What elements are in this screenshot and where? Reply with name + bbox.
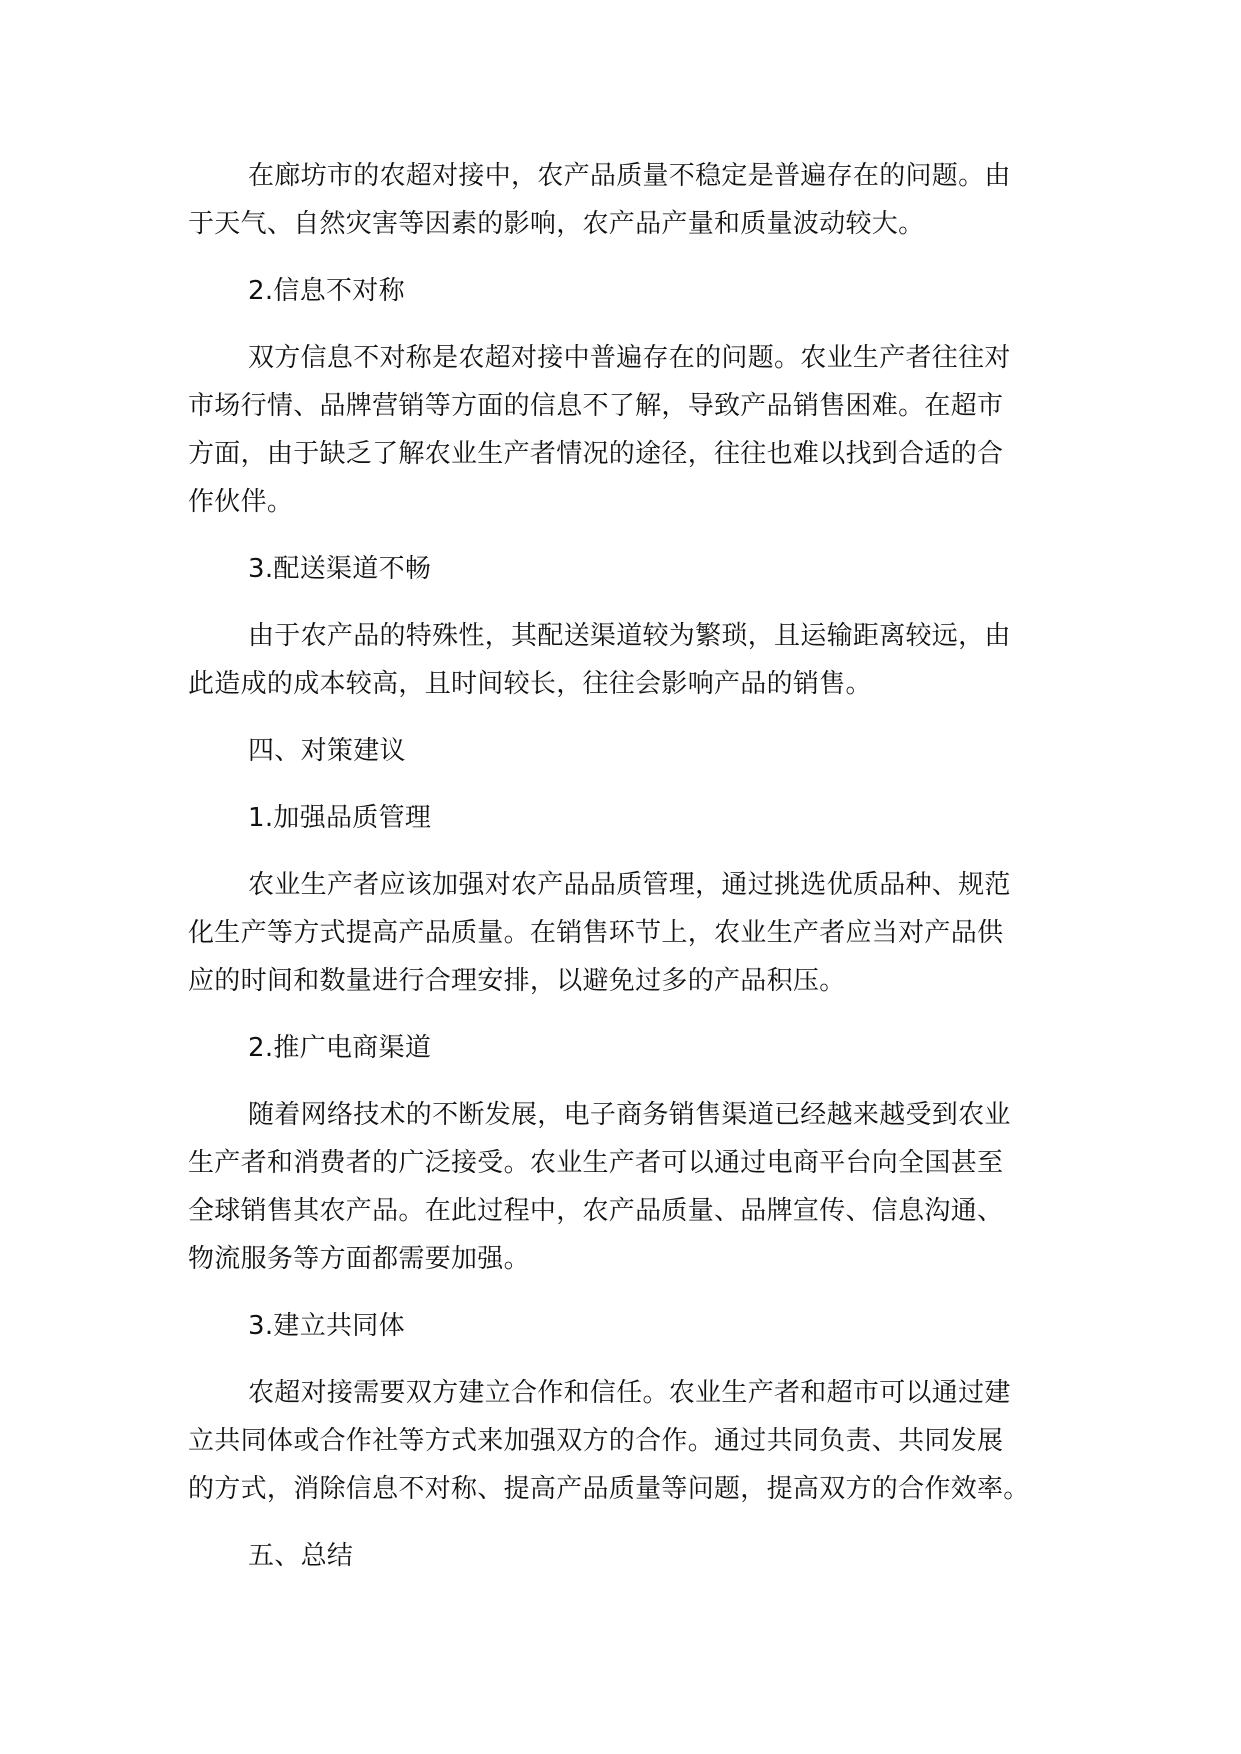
body-paragraph <box>188 152 1068 248</box>
text-line: 全球销售其农产品。在此过程中，农产品质量、品牌宣传、信息沟通、 <box>188 1196 1004 1226</box>
text-line: 双方信息不对称是农超对接中普遍存在的问题。农业生产者往往对 <box>248 343 1011 373</box>
text-line: 应的时间和数量进行合理安排，以避免过多的产品积压。 <box>188 966 846 996</box>
body-paragraph <box>188 1369 1068 1513</box>
heading-text: 3.配送渠道不畅 <box>248 554 432 584</box>
section-heading <box>188 1532 1068 1580</box>
section-heading <box>188 1024 1068 1072</box>
body-paragraph <box>188 1091 1068 1283</box>
section-heading <box>188 1302 1068 1350</box>
section-heading <box>188 794 1068 842</box>
heading-text: 四、对策建议 <box>248 736 406 766</box>
body-paragraph <box>188 861 1068 1005</box>
text-line: 随着网络技术的不断发展，电子商务销售渠道已经越来越受到农业 <box>248 1100 1011 1130</box>
section-heading <box>188 545 1068 593</box>
text-line: 农超对接需要双方建立合作和信任。农业生产者和超市可以通过建 <box>248 1378 1011 1408</box>
text-line: 方面，由于缺乏了解农业生产者情况的途径，往往也难以找到合适的合 <box>188 439 1004 469</box>
text-line: 于天气、自然灾害等因素的影响，农产品产量和质量波动较大。 <box>188 209 925 239</box>
text-line: 物流服务等方面都需要加强。 <box>188 1244 530 1274</box>
section-heading <box>188 267 1068 315</box>
text-line: 化生产等方式提高产品质量。在销售环节上，农业生产者应当对产品供 <box>188 918 1004 948</box>
heading-text: 2.信息不对称 <box>248 276 405 306</box>
text-line: 在廊坊市的农超对接中，农产品质量不稳定是普遍存在的问题。由 <box>248 161 1011 191</box>
body-paragraph <box>188 612 1068 708</box>
text-line: 生产者和消费者的广泛接受。农业生产者可以通过电商平台向全国甚至 <box>188 1148 1004 1178</box>
text-line: 由于农产品的特殊性，其配送渠道较为繁琐，且运输距离较远，由 <box>248 621 1011 651</box>
body-paragraph <box>188 334 1068 526</box>
text-line: 立共同体或合作社等方式来加强双方的合作。通过共同负责、共同发展 <box>188 1426 1004 1456</box>
text-line: 市场行情、品牌营销等方面的信息不了解，导致产品销售困难。在超市 <box>188 391 1004 421</box>
text-line: 农业生产者应该加强对农产品品质管理，通过挑选优质品种、规范 <box>248 870 1011 900</box>
heading-text: 2.推广电商渠道 <box>248 1033 432 1063</box>
section-heading <box>188 727 1068 775</box>
document-body <box>188 152 1068 1599</box>
text-line: 的方式，消除信息不对称、提高产品质量等问题，提高双方的合作效率。 <box>188 1474 1030 1504</box>
heading-text: 1.加强品质管理 <box>248 803 432 833</box>
text-line: 作伙伴。 <box>188 487 294 517</box>
heading-text: 3.建立共同体 <box>248 1311 405 1341</box>
heading-text: 五、总结 <box>248 1541 354 1571</box>
text-line: 此造成的成本较高，且时间较长，往往会影响产品的销售。 <box>188 669 872 699</box>
